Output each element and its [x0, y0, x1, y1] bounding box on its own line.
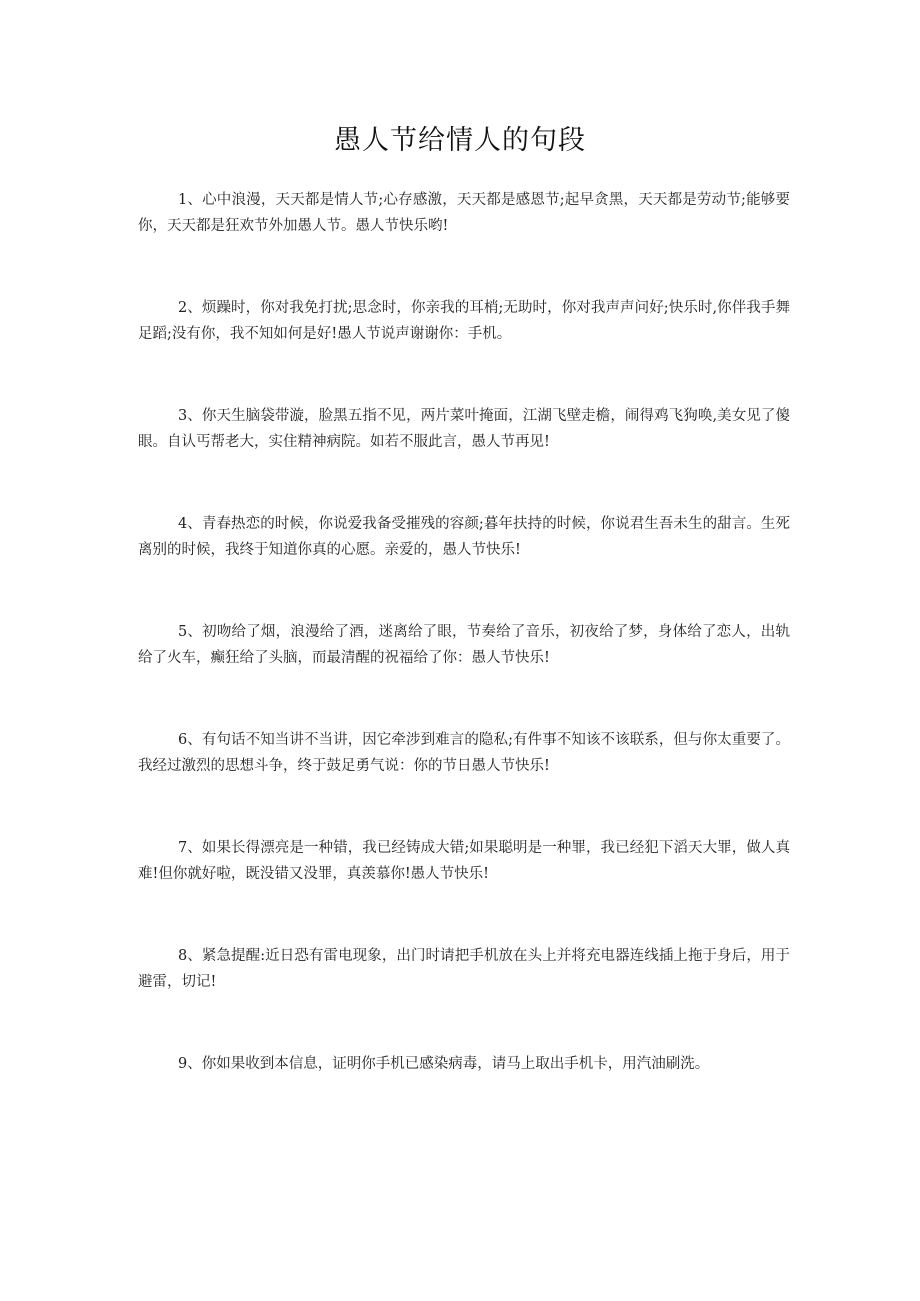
paragraph-9: 9、你如果收到本信息，证明你手机已感染病毒，请马上取出手机卡，用汽油刷洗。	[178, 1056, 710, 1072]
paragraph-4: 4、青春热恋的时候，你说爱我备受摧残的容颜;暮年扶持的时候，你说君生吾未生的甜言。生死离别的时候，我终于知道你真的心愿。亲爱的，愚人节快乐!	[138, 516, 790, 558]
paragraph-2: 2、烦躁时，你对我免打扰;思念时，你亲我的耳梢;无助时，你对我声声问好;快乐时,你伴我手舞足蹈;没有你，我不知如何是好!愚人节说声谢谢你：手机。	[138, 300, 790, 342]
page-title: 愚人节给情人的句段	[334, 125, 586, 156]
paragraph-1: 1、心中浪漫，天天都是情人节;心存感激，天天都是感恩节;起早贪黑，天天都是劳动节;能够要你，天天都是狂欢节外加愚人节。愚人节快乐哟!	[138, 192, 790, 234]
paragraph-7: 7、如果长得漂亮是一种错，我已经铸成大错;如果聪明是一种罪，我已经犯下滔天大罪，做人真难!但你就好啦，既没错又没罪，真羡慕你!愚人节快乐!	[138, 840, 790, 882]
paragraph-5: 5、初吻给了烟，浪漫给了酒，迷离给了眼，节奏给了音乐，初夜给了梦，身体给了恋人，出轨给了火车，癫狂给了头脑，而最清醒的祝福给了你：愚人节快乐!	[138, 624, 790, 666]
paragraph-8: 8、紧急提醒:近日恐有雷电现象，出门时请把手机放在头上并将充电器连线插上拖于身后，用于避雷，切记!	[138, 948, 790, 990]
paragraph-6: 6、有句话不知当讲不当讲，因它牵涉到难言的隐私;有件事不知该不该联系，但与你太重要了。我经过激烈的思想斗争，终于鼓足勇气说：你的节日愚人节快乐!	[138, 732, 790, 774]
paragraph-3: 3、你天生脑袋带漩，脸黑五指不见，两片菜叶掩面，江湖飞壁走檐，闹得鸡飞狗唤,美女见了傻眼。自认丐帮老大，实住精神病院。如若不服此言，愚人节再见!	[138, 408, 790, 450]
document-body	[138, 187, 790, 1133]
